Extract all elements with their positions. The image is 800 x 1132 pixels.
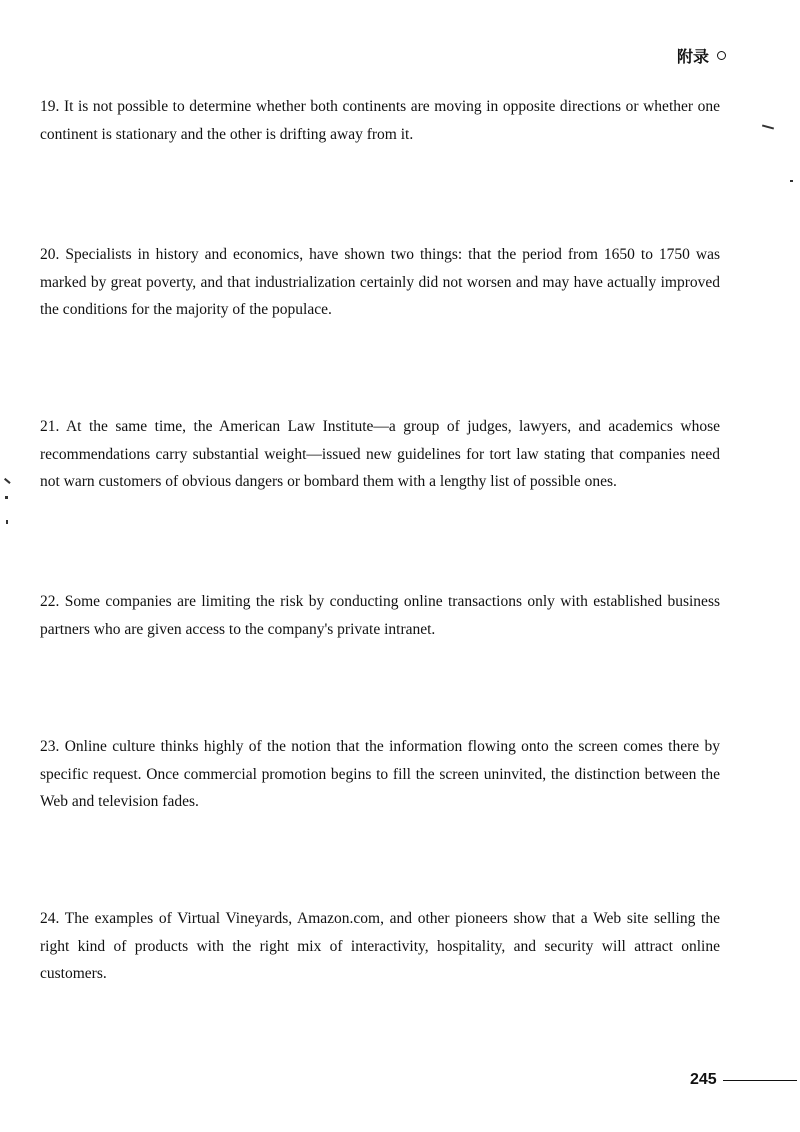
item-number: 22. <box>40 593 60 610</box>
item-text: Online culture thinks highly of the notion that the information flowing onto the screen comes there by specific request. Once commercial promotion begins to fill the screen uninvited, the distinction between the Web and television fades. <box>40 738 720 810</box>
sentence-item-21 <box>40 413 720 496</box>
item-number: 20. <box>40 246 60 263</box>
item-number: 19. <box>40 98 60 115</box>
scan-speck <box>5 496 8 499</box>
page-footer <box>690 1071 797 1089</box>
item-text: The examples of Virtual Vineyards, Amazon.com, and other pioneers show that a Web site selling the right kind of products with the right mix of interactivity, hospitality, and security will attract online customers. <box>40 910 720 982</box>
footer-rule <box>723 1080 797 1081</box>
scan-speck <box>6 520 8 524</box>
item-number: 21. <box>40 418 60 435</box>
header-title: 附录 <box>676 47 709 66</box>
item-text: At the same time, the American Law Institute—a group of judges, lawyers, and academics whose recommendations carry substantial weight—issued new guidelines for tort law stating that companies need not warn customers of obvious dangers or bombard them with a lengthy list of possible ones. <box>40 418 720 490</box>
item-text: Some companies are limiting the risk by conducting online transactions only with established business partners who are given access to the company's private intranet. <box>40 593 721 638</box>
sentence-item-19 <box>40 93 720 148</box>
item-number: 23. <box>40 738 60 755</box>
sentence-item-24 <box>40 905 720 988</box>
running-header <box>677 44 726 67</box>
item-text: It is not possible to determine whether both continents are moving in opposite directions or whether one continent is stationary and the other is drifting away from it. <box>40 98 720 143</box>
sentence-item-20 <box>40 241 720 324</box>
item-text: Specialists in history and economics, have shown two things: that the period from 1650 to 1750 was marked by great poverty, and that industrialization certainly did not worsen and may have actually improved the conditions for the majority of the populace. <box>40 246 720 318</box>
scan-speck <box>4 478 10 484</box>
item-number: 24. <box>40 910 60 927</box>
scan-speck <box>790 180 793 182</box>
circle-mark-icon <box>717 51 726 60</box>
sentence-item-22 <box>40 588 720 643</box>
scan-speck <box>762 124 774 129</box>
page-number: 245 <box>690 1071 717 1088</box>
sentence-item-23 <box>40 733 720 816</box>
